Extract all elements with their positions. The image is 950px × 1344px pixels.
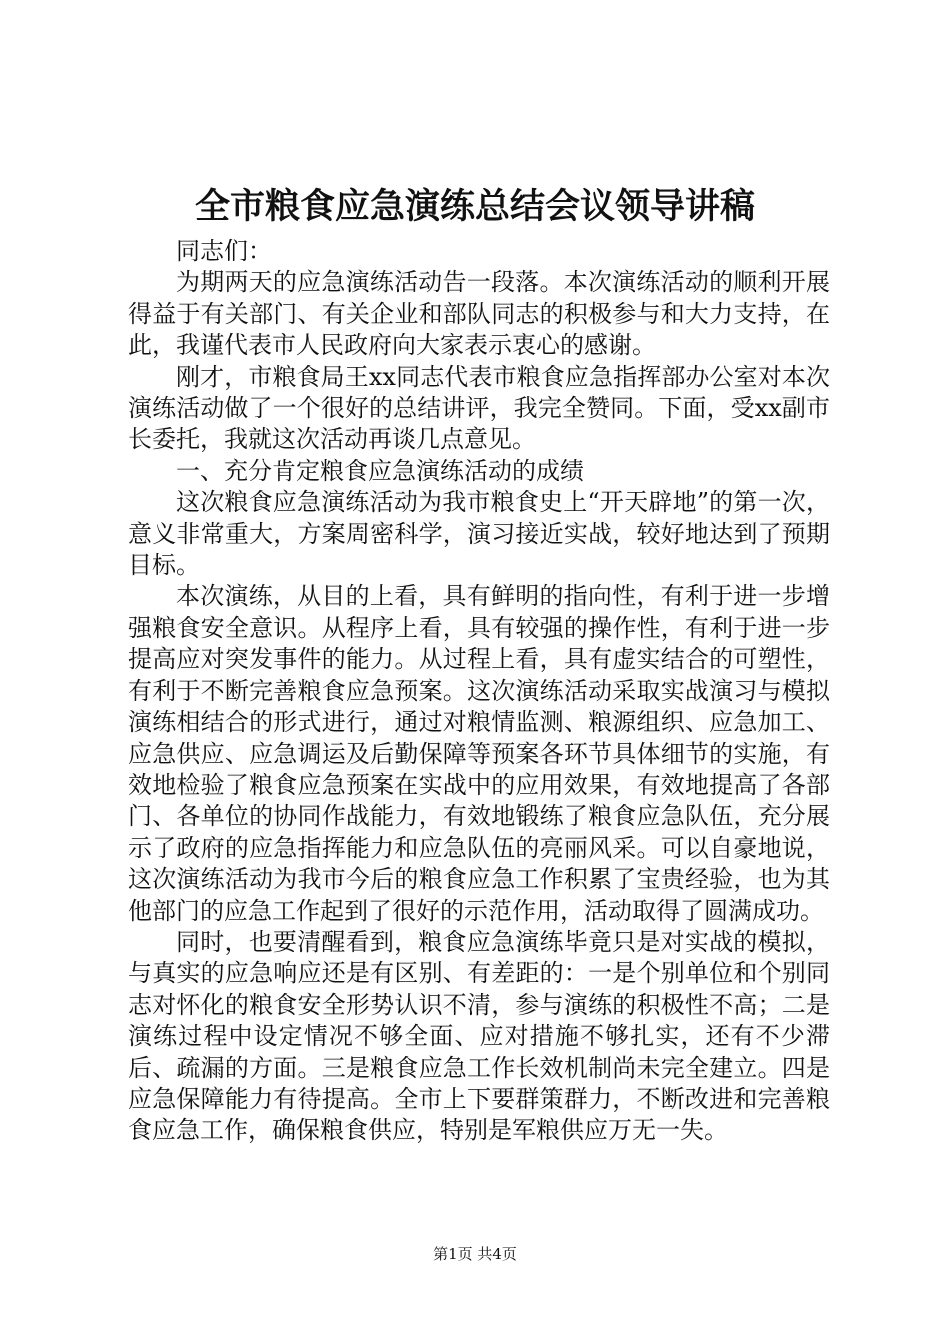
page-footer: 第1页 共4页	[433, 1245, 517, 1263]
section-heading: 一、充分肯定粮食应急演练活动的成绩	[176, 456, 584, 485]
paragraph-significance: 这次粮食应急演练活动为我市粮食史上“开天辟地”的第一次，意义非常重大，方案周密科学，演习接近实战，较好地达到了预期目标。	[128, 488, 830, 580]
salutation: 同志们：	[176, 237, 272, 265]
paragraph-shortcomings: 同时，也要清醒看到，粮食应急演练毕竟只是对实战的模拟，与真实的应急响应还是有区别、有差距的：一是个别单位和个别同志对怀化的粮食安全形势认识不清，参与演练的积极性不高；二是演练过程中设定情况不够全面、应对措施不够扎实，还有不少滞后、疏漏的方面。三是粮食应急工作长效机制尚未完全建立。四是应急保障能力有待提高。全市上下要群策群力，不断改进和完善粮食应急工作，确保粮食供应，特别是军粮供应万无一失。	[128, 927, 830, 1145]
paragraph-remarks: 刚才，市粮食局王xx同志代表市粮食应急指挥部办公室对本次演练活动做了一个很好的总结讲评，我完全赞同。下面，受xx副市长委托，我就这次活动再谈几点意见。	[128, 362, 830, 454]
document-body	[128, 236, 830, 1147]
paragraph-achievements: 本次演练，从目的上看，具有鲜明的指向性，有利于进一步增强粮食安全意识。从程序上看，具有较强的操作性，有利于进一步提高应对突发事件的能力。从过程上看，具有虚实结合的可塑性，有利于不断完善粮食应急预案。这次演练活动采取实战演习与模拟演练相结合的形式进行，通过对粮情监测、粮源组织、应急加工、应急供应、应急调运及后勤保障等预案各环节具体细节的实施，有效地检验了粮食应急预案在实战中的应用效果，有效地提高了各部门、各单位的协同作战能力，有效地锻练了粮食应急队伍，充分展示了政府的应急指挥能力和应急队伍的亮丽风采。可以自豪地说，这次演练活动为我市今后的粮食应急工作积累了宝贵经验，也为其他部门的应急工作起到了很好的示范作用，活动取得了圆满成功。	[128, 582, 830, 925]
paragraph-opening: 为期两天的应急演练活动告一段落。本次演练活动的顺利开展得益于有关部门、有关企业和部队同志的积极参与和大力支持，在此，我谨代表市人民政府向大家表示衷心的感谢。	[128, 268, 830, 360]
document-title: 全市粮食应急演练总结会议领导讲稿	[194, 186, 755, 227]
